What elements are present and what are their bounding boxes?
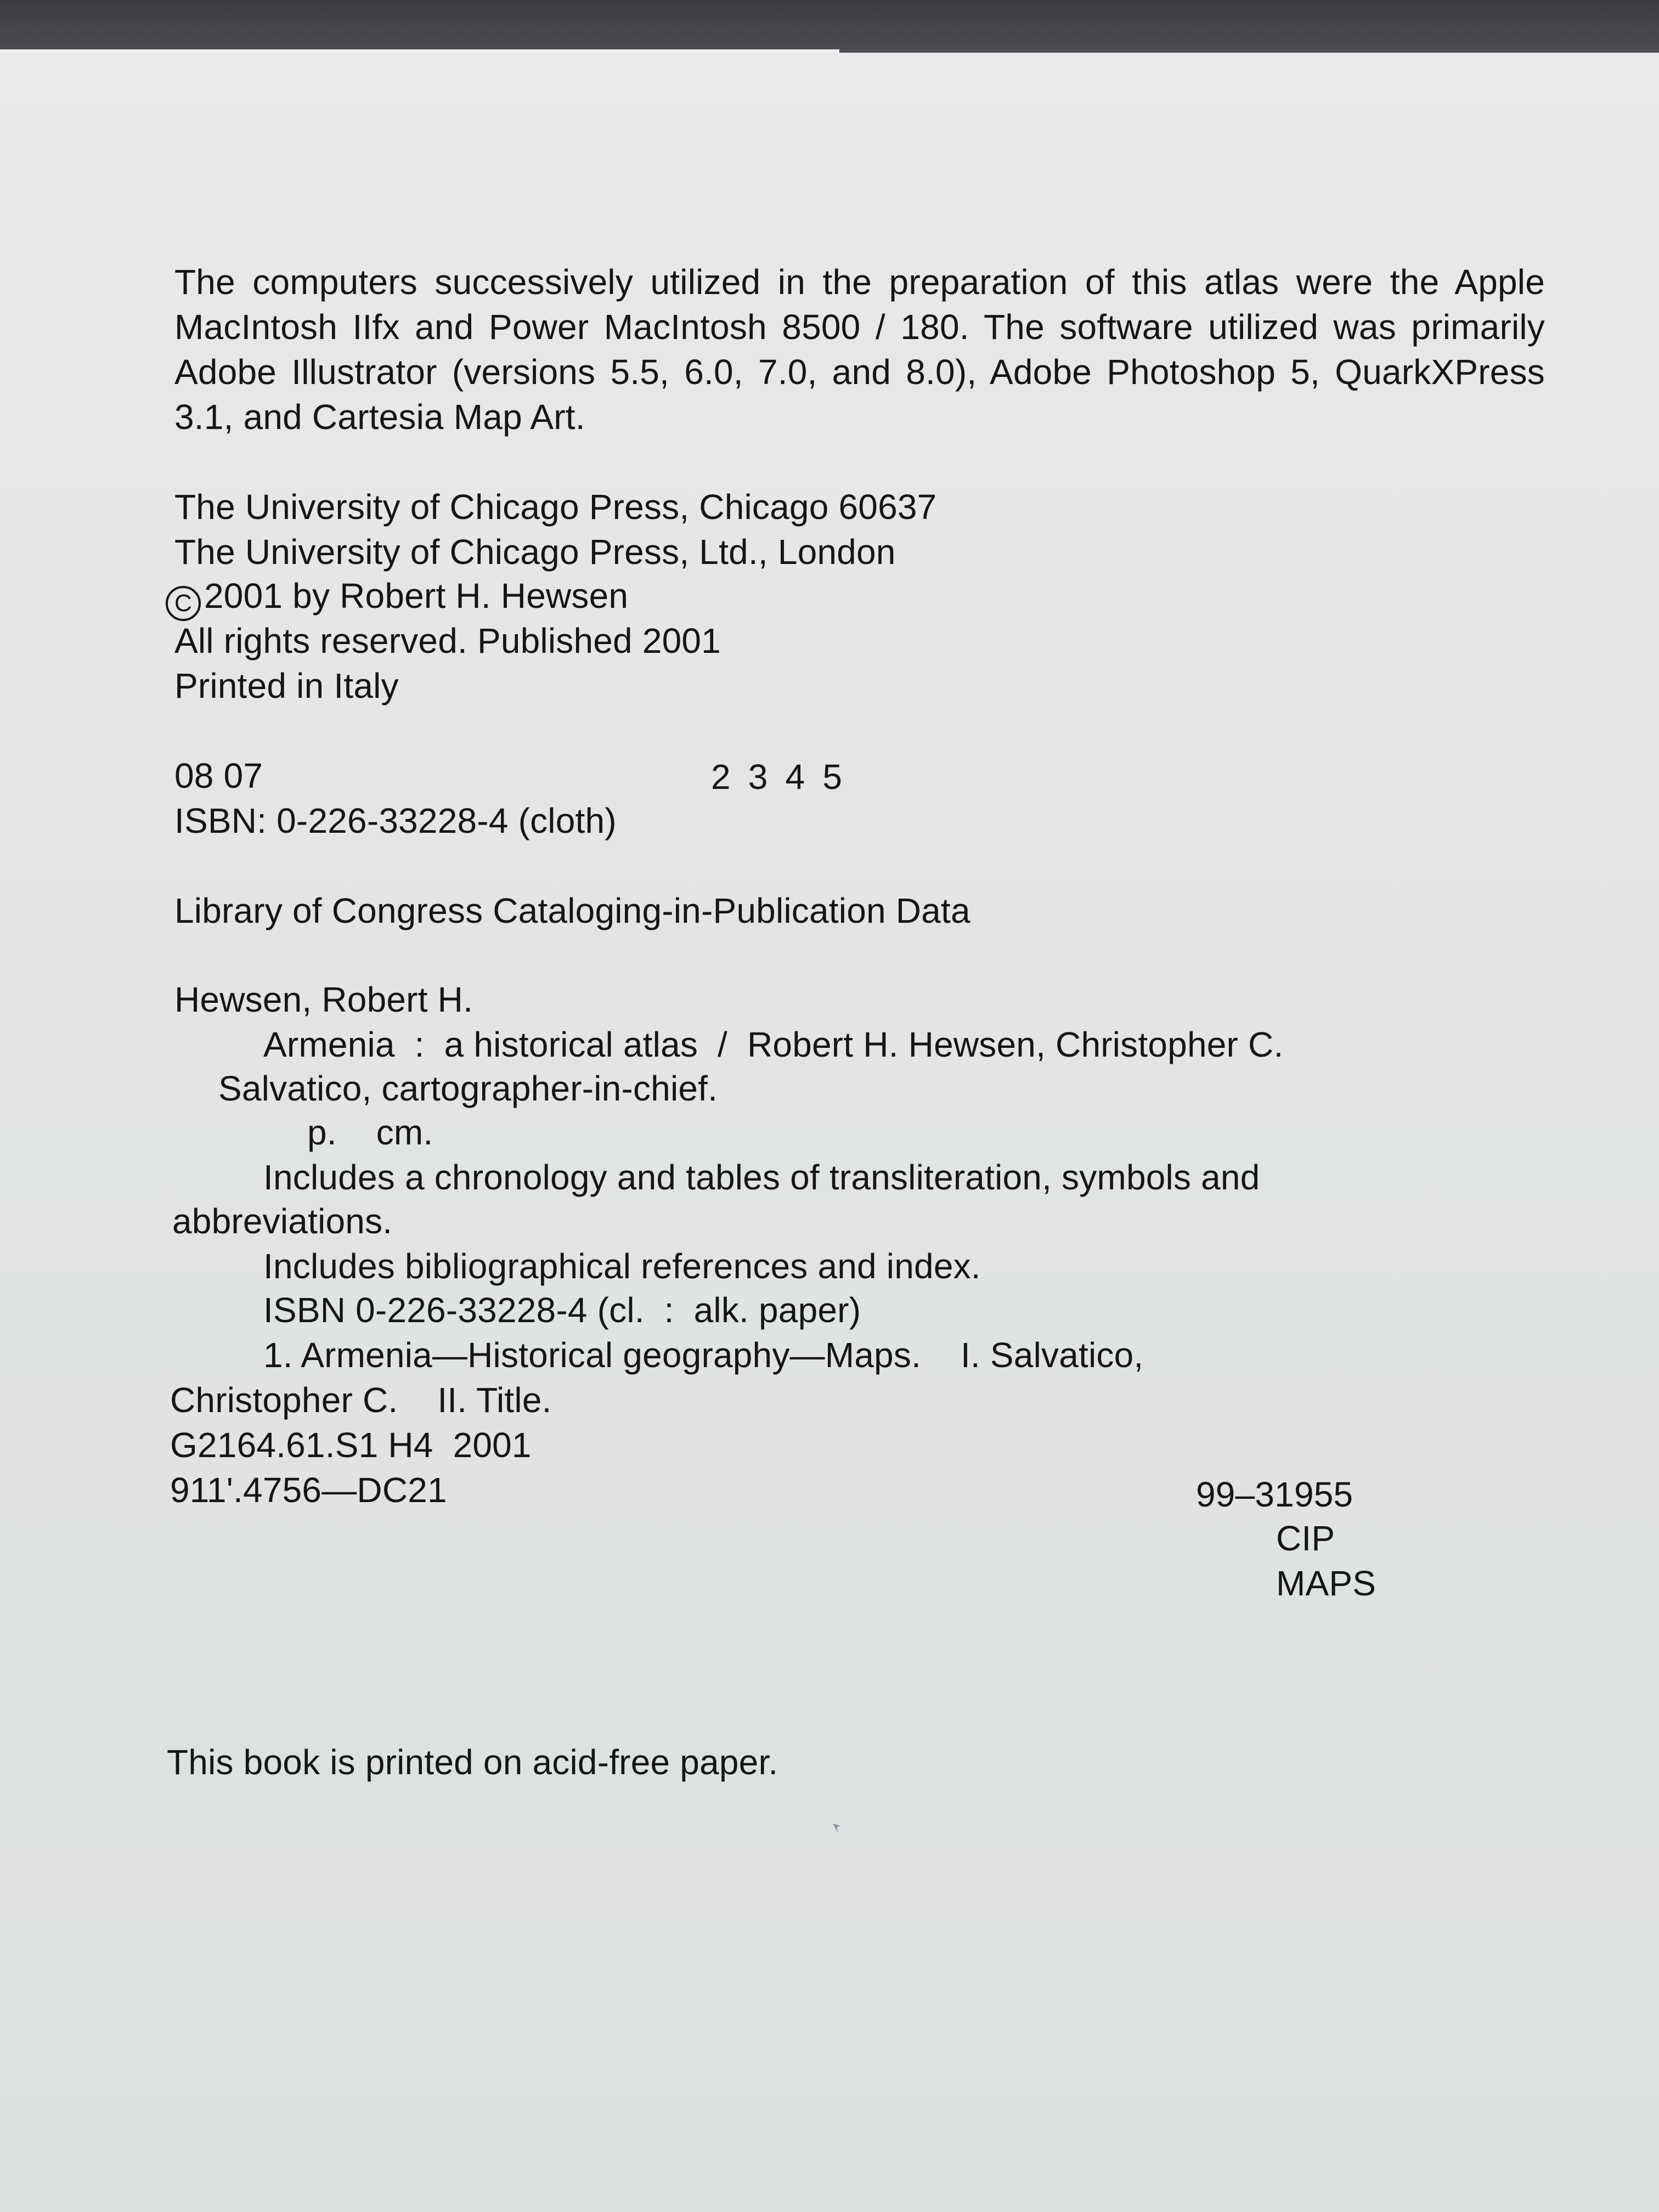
software-note-line-4: 3.1, and Cartesia Map Art. (174, 397, 585, 437)
cip-title-line-2: Salvatico, cartographer-in-chief. (218, 1069, 718, 1108)
maps-label: MAPS (1276, 1564, 1376, 1603)
background-strip (0, 0, 1659, 54)
software-note-line-2: MacIntosh IIfx and Power MacIntosh 8500 / 180. The software utilized was primarily (174, 307, 1545, 347)
copyright-line (166, 574, 628, 621)
cip-lc-class: G2164.61.S1 H4 2001 (170, 1425, 532, 1465)
cip-note-2: Includes bibliographical references and index. (263, 1246, 981, 1286)
cip-title-line-1: Armenia : a historical atlas / Robert H. Hewsen, Christopher C. (263, 1025, 1284, 1064)
cip-subjects-line-2: Christopher C. II. Title. (170, 1380, 552, 1420)
rights-line: All rights reserved. Published 2001 (174, 621, 721, 661)
cip-heading: Library of Congress Cataloging-in-Publication Data (174, 891, 970, 930)
cip-note-1-line-1: Includes a chronology and tables of transliteration, symbols and (263, 1158, 1260, 1197)
printed-line: Printed in Italy (174, 666, 399, 706)
paper-note: This book is printed on acid-free paper. (167, 1742, 778, 1782)
cip-subjects-line-1: 1. Armenia—Historical geography—Maps. I. Salvatico, (263, 1335, 1144, 1375)
publisher-line-1: The University of Chicago Press, Chicago 60637 (174, 487, 937, 527)
publisher-line-2: The University of Chicago Press, Ltd., London (174, 532, 896, 572)
isbn-cloth: ISBN: 0-226-33228-4 (cloth) (174, 801, 617, 840)
cip-author: Hewsen, Robert H. (174, 980, 473, 1019)
cip-label: CIP (1276, 1519, 1335, 1558)
software-note-line-1: The computers successively utilized in the preparation of this atlas were the Apple (174, 262, 1545, 302)
copyright-text: 2001 by Robert H. Hewsen (204, 576, 629, 616)
cip-isbn: ISBN 0-226-33228-4 (cl. : alk. paper) (263, 1290, 861, 1330)
printing-years: 08 07 (174, 756, 263, 795)
cip-collation: p. cm. (307, 1113, 433, 1152)
impression-numbers: 2 3 4 5 (711, 757, 843, 797)
software-note-line-3: Adobe Illustrator (versions 5.5, 6.0, 7.0, and 8.0), Adobe Photoshop 5, QuarkXPress (174, 352, 1545, 392)
copyright-symbol: C (166, 586, 201, 621)
cip-lccn: 99–31955 (1196, 1475, 1353, 1514)
paper-speck (832, 1822, 842, 1835)
cip-dewey: 911'.4756—DC21 (170, 1470, 447, 1510)
cip-note-1-line-2: abbreviations. (172, 1201, 393, 1241)
